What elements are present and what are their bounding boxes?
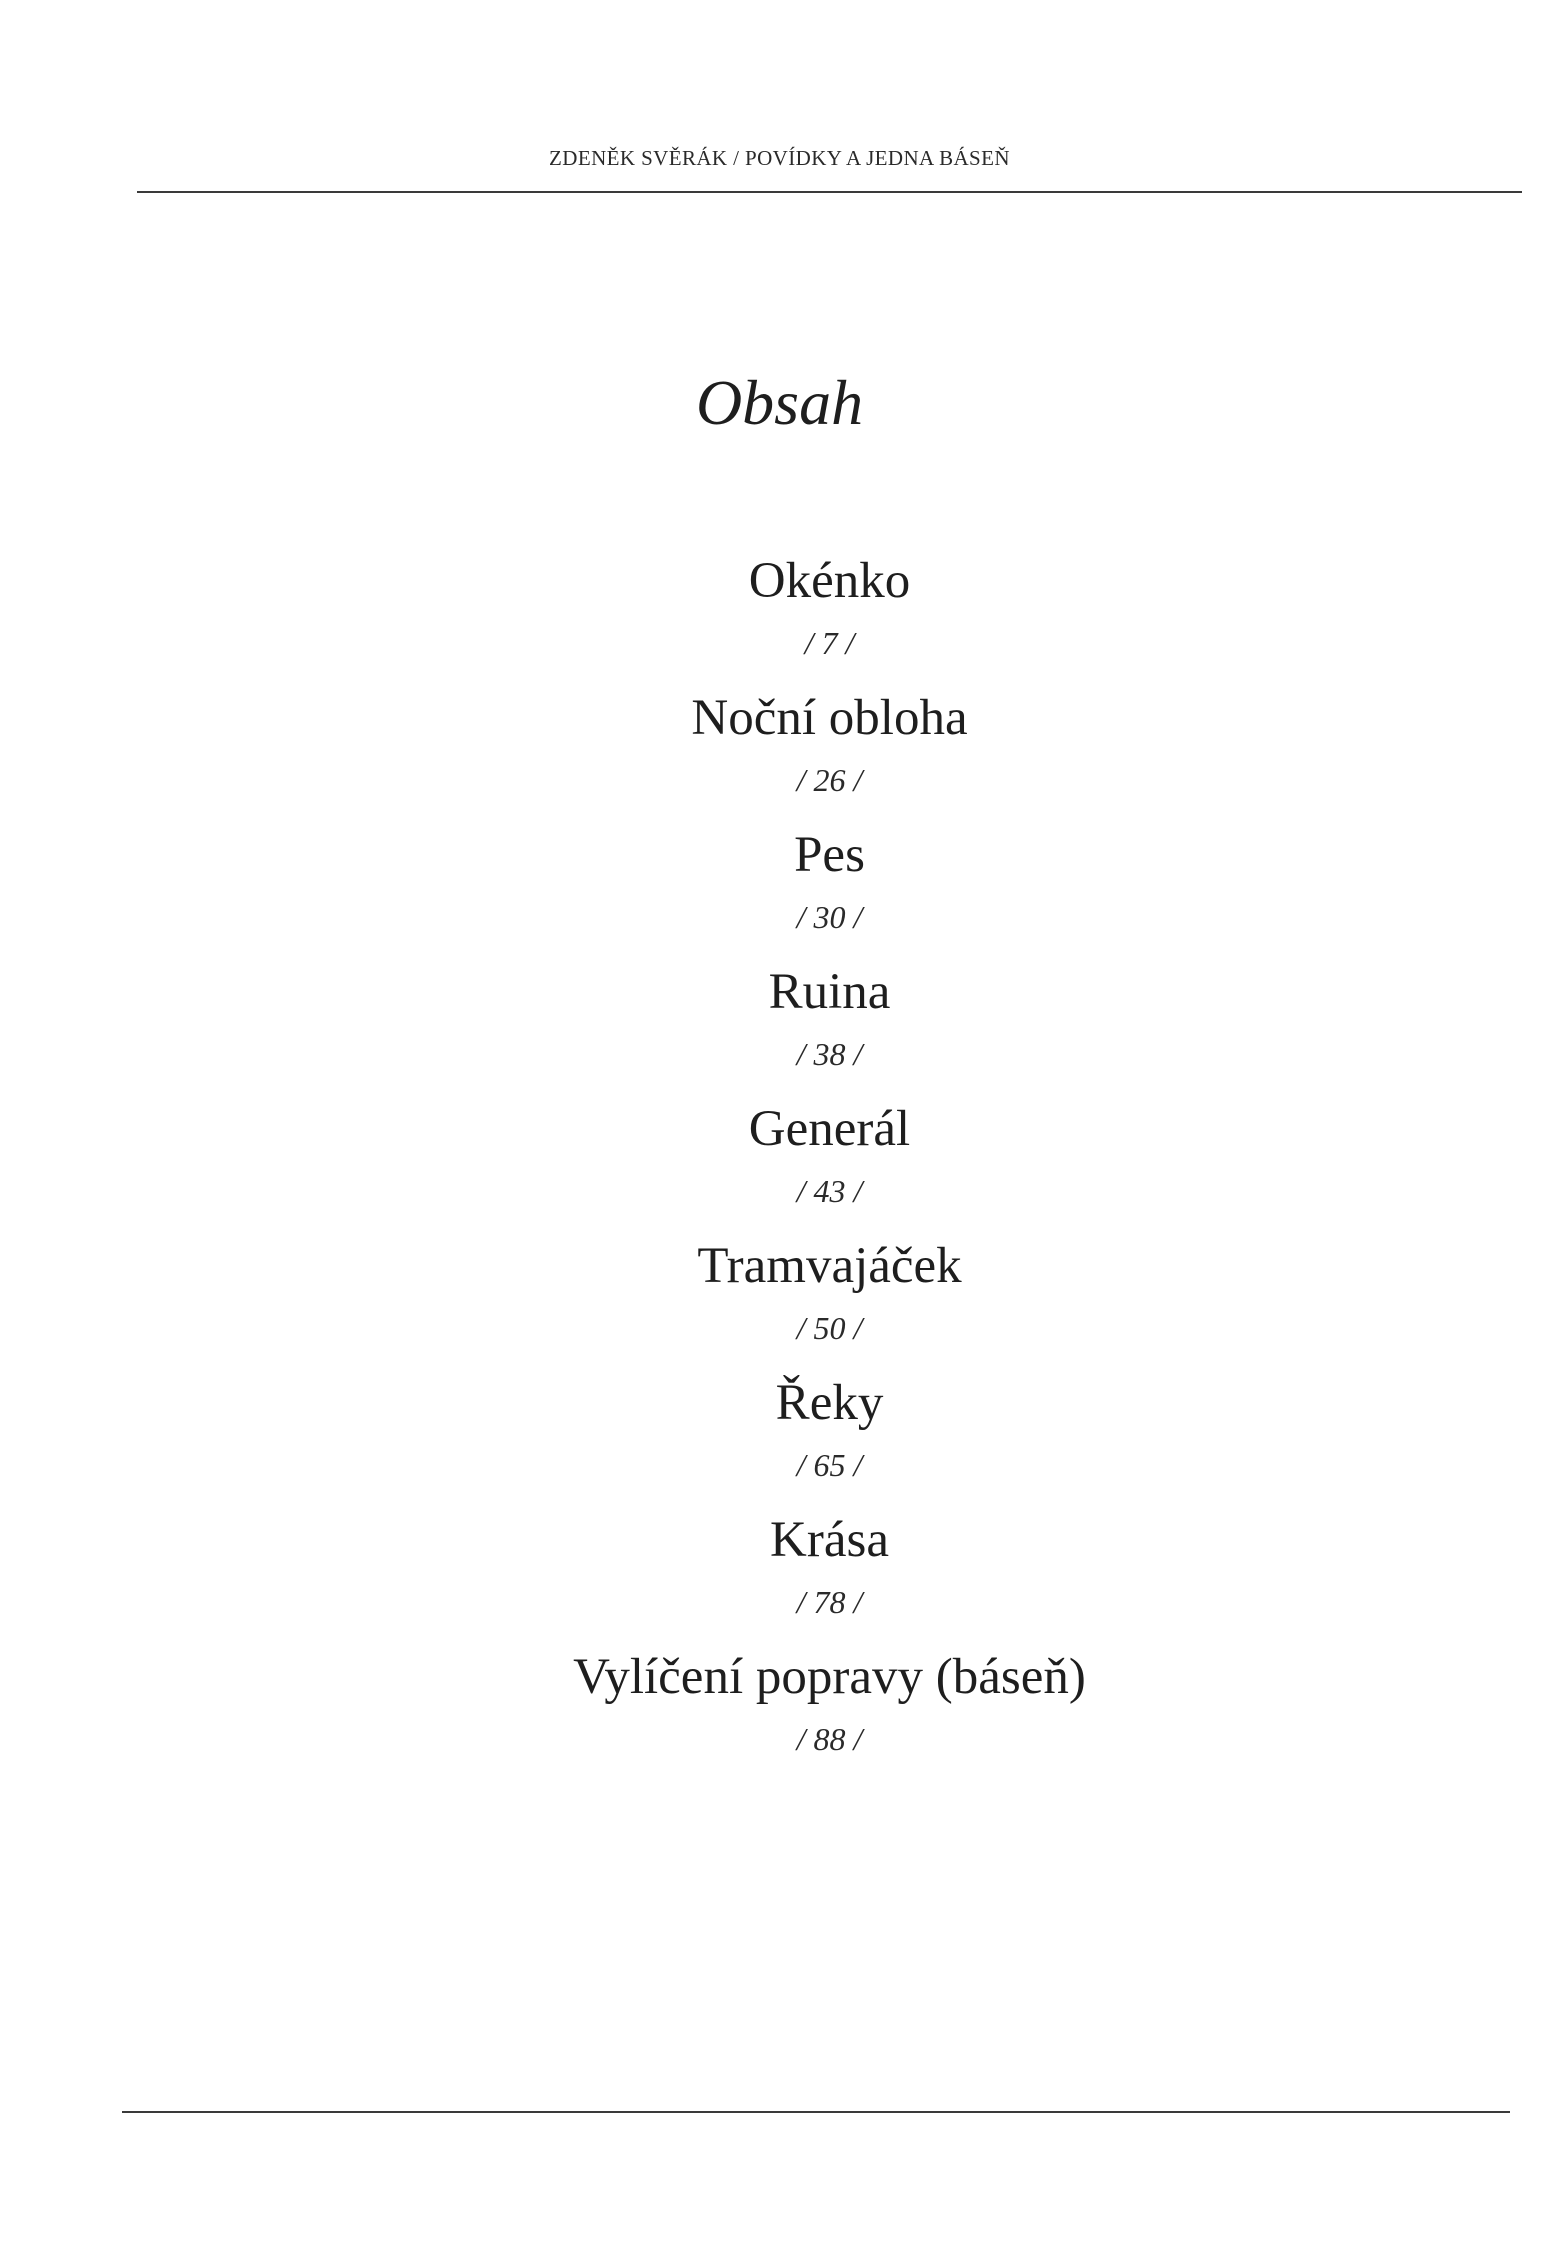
toc-entry-page: / 50 /	[796, 1310, 863, 1346]
toc-entry-page: / 43 /	[796, 1173, 863, 1209]
toc-entry	[50, 956, 1559, 1093]
header-rule	[137, 191, 1522, 193]
toc-entry-page: / 78 /	[796, 1584, 863, 1620]
toc-entry-title: Vylíčení popravy (báseň)	[573, 1649, 1086, 1705]
toc-entry	[50, 819, 1559, 956]
toc-entry-title: Okénko	[748, 553, 911, 609]
toc-entry-page: / 30 /	[796, 899, 863, 935]
toc-entry	[50, 545, 1559, 682]
toc-entry-page: / 65 /	[796, 1447, 863, 1483]
toc-entry	[50, 1230, 1559, 1367]
toc-entry-page: / 7 /	[804, 625, 855, 661]
toc-entry-page: / 88 /	[796, 1721, 863, 1757]
table-of-contents	[0, 545, 1559, 1778]
toc-entry-page: / 38 /	[796, 1036, 863, 1072]
toc-entry-title: Noční obloha	[691, 690, 968, 746]
toc-entry	[50, 682, 1559, 819]
toc-entry	[50, 1093, 1559, 1230]
page-title: Obsah	[695, 367, 864, 438]
toc-entry-title: Krása	[770, 1512, 889, 1568]
running-header: ZDENĚK SVĚRÁK / POVÍDKY A JEDNA BÁSEŇ	[549, 146, 1010, 170]
toc-entry-title: Generál	[748, 1101, 911, 1157]
toc-entry-title: Pes	[794, 827, 865, 883]
toc-entry-title: Tramvajáček	[697, 1238, 962, 1294]
toc-entry	[50, 1367, 1559, 1504]
toc-entry	[50, 1641, 1559, 1778]
toc-entry-title: Řeky	[775, 1375, 884, 1431]
toc-entry-title: Ruina	[768, 964, 891, 1020]
footer-rule	[122, 2111, 1510, 2113]
toc-entry	[50, 1504, 1559, 1641]
toc-entry-page: / 26 /	[796, 762, 863, 798]
